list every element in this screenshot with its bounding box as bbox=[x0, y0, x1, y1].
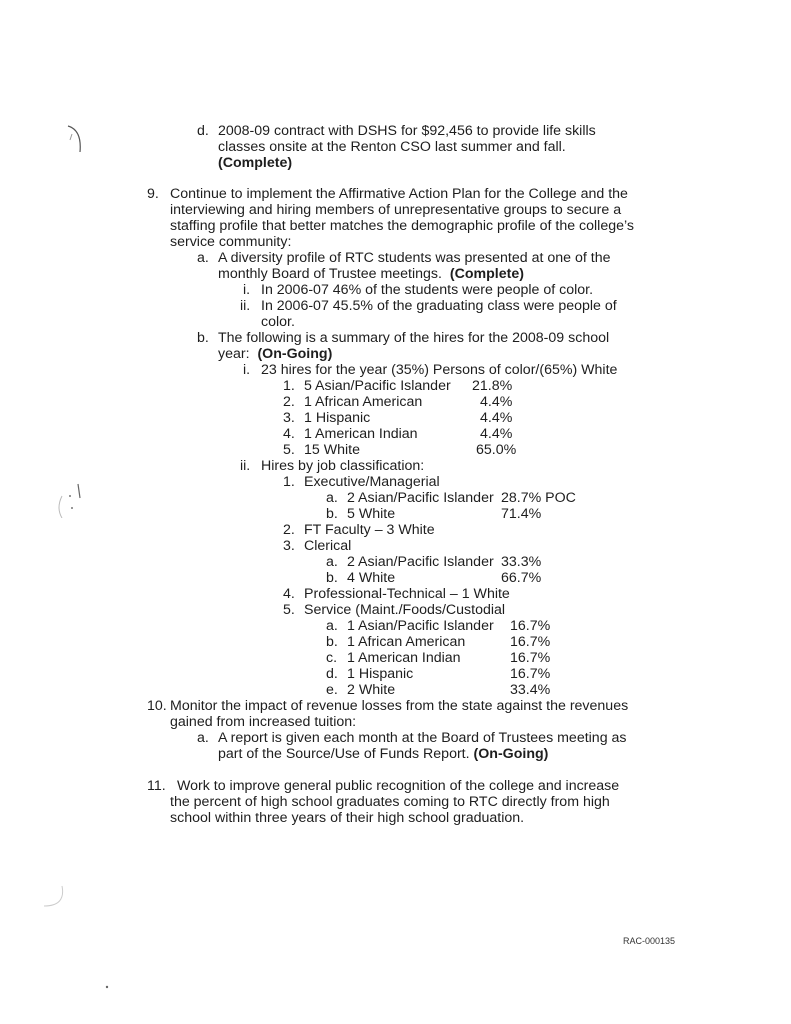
row-number: c. bbox=[326, 650, 338, 666]
list-marker: ii. bbox=[240, 298, 251, 314]
text-line: In 2006-07 46% of the students were people of color. bbox=[261, 282, 594, 298]
classification-label: Professional-Technical – 1 White bbox=[304, 586, 510, 602]
row-number: d. bbox=[326, 666, 338, 682]
row-number: a. bbox=[326, 554, 338, 570]
row-number: 5. bbox=[283, 442, 295, 458]
text-line bbox=[218, 266, 524, 282]
status-complete: (Complete) bbox=[449, 266, 524, 282]
row-label: 1 Hispanic bbox=[304, 410, 371, 426]
classification-label: FT Faculty – 3 White bbox=[304, 522, 435, 538]
row-percent: 16.7% bbox=[510, 634, 551, 650]
row-percent: 4.4% bbox=[480, 426, 513, 442]
list-marker: i. bbox=[243, 362, 251, 378]
text-line bbox=[218, 746, 548, 762]
row-percent: 33.3% bbox=[501, 554, 542, 570]
list-marker: ii. bbox=[240, 458, 251, 474]
row-number: e. bbox=[326, 682, 338, 698]
row-number: 2. bbox=[283, 522, 295, 538]
row-label: 2 White bbox=[347, 682, 396, 698]
row-label: 15 White bbox=[304, 442, 360, 458]
row-percent: 16.7% bbox=[510, 666, 551, 682]
classification-label: Executive/Managerial bbox=[304, 474, 440, 490]
scan-artifact-mark bbox=[60, 120, 90, 160]
row-label: 2 Asian/Pacific Islander bbox=[347, 554, 494, 570]
row-number: a. bbox=[326, 490, 338, 506]
text-line: 23 hires for the year (35%) Persons of color/(65%) White bbox=[261, 362, 618, 378]
text-line: service community: bbox=[170, 234, 292, 250]
row-label: 1 African American bbox=[347, 634, 466, 650]
row-label: 2 Asian/Pacific Islander bbox=[347, 490, 494, 506]
row-label: 4 White bbox=[347, 570, 396, 586]
text-line: Continue to implement the Affirmative Action Plan for the College and the bbox=[170, 186, 628, 202]
row-percent: 33.4% bbox=[510, 682, 551, 698]
row-label: 5 White bbox=[347, 506, 396, 522]
text-line: Work to improve general public recognition of the college and increase bbox=[177, 778, 620, 794]
text-line bbox=[218, 346, 332, 362]
row-number: 2. bbox=[283, 394, 295, 410]
status-ongoing: (On-Going) bbox=[473, 746, 549, 762]
row-number: 3. bbox=[283, 538, 295, 554]
row-number: 4. bbox=[283, 586, 295, 602]
text-line: A diversity profile of RTC students was presented at one of the bbox=[218, 250, 611, 266]
row-number: b. bbox=[326, 634, 338, 650]
text-line: Hires by job classification: bbox=[261, 458, 425, 474]
text-line: classes onsite at the Renton CSO last summer and fall. bbox=[218, 139, 566, 155]
row-label: 1 Asian/Pacific Islander bbox=[347, 618, 494, 634]
row-number: a. bbox=[326, 618, 338, 634]
scan-artifact-mark bbox=[36, 880, 76, 920]
list-marker: a. bbox=[197, 730, 209, 746]
list-marker: d. bbox=[197, 123, 209, 139]
text-line: school within three years of their high school graduation. bbox=[170, 810, 525, 826]
row-percent: 4.4% bbox=[480, 394, 513, 410]
row-percent: 71.4% bbox=[501, 506, 542, 522]
status-complete: (Complete) bbox=[218, 155, 293, 171]
text-fragment: year: bbox=[218, 346, 250, 362]
row-label: 1 American Indian bbox=[347, 650, 461, 666]
list-marker: a. bbox=[197, 250, 209, 266]
list-marker: i. bbox=[243, 282, 251, 298]
row-number: 3. bbox=[283, 410, 295, 426]
text-line: The following is a summary of the hires for the 2008-09 school bbox=[218, 330, 610, 346]
row-percent: 21.8% bbox=[472, 378, 513, 394]
row-number: b. bbox=[326, 506, 338, 522]
classification-label: Service (Maint./Foods/Custodial bbox=[304, 602, 506, 618]
scan-artifact-dot bbox=[104, 984, 110, 990]
row-percent: 66.7% bbox=[501, 570, 542, 586]
text-line: interviewing and hiring members of unrepresentative groups to secure a bbox=[170, 202, 622, 218]
scan-artifact-mark bbox=[50, 478, 90, 518]
text-line: staffing profile that better matches the demographic profile of the college’s bbox=[170, 218, 634, 234]
list-marker: 11. bbox=[147, 778, 166, 794]
row-label: 5 Asian/Pacific Islander bbox=[304, 378, 451, 394]
text-fragment: part of the Source/Use of Funds Report. bbox=[218, 746, 470, 762]
text-line: gained from increased tuition: bbox=[170, 714, 357, 730]
row-label: 1 African American bbox=[304, 394, 423, 410]
text-line: color. bbox=[261, 314, 295, 330]
row-percent: 4.4% bbox=[480, 410, 513, 426]
list-marker: 10. bbox=[147, 698, 167, 714]
bates-number: RAC-000135 bbox=[623, 936, 676, 946]
text-line: the percent of high school graduates coming to RTC directly from high bbox=[170, 794, 610, 810]
text-line: A report is given each month at the Board of Trustees meeting as bbox=[218, 730, 627, 746]
row-number: 5. bbox=[283, 602, 295, 618]
row-label: 1 American Indian bbox=[304, 426, 418, 442]
row-number: 4. bbox=[283, 426, 295, 442]
list-marker: 9. bbox=[147, 186, 159, 202]
row-number: 1. bbox=[283, 378, 295, 394]
text-line: In 2006-07 45.5% of the graduating class were people of bbox=[261, 298, 617, 314]
row-percent: 16.7% bbox=[510, 618, 551, 634]
row-number: 1. bbox=[283, 474, 295, 490]
row-percent: 28.7% POC bbox=[501, 490, 576, 506]
row-percent: 16.7% bbox=[510, 650, 551, 666]
classification-label: Clerical bbox=[304, 538, 352, 554]
row-percent: 65.0% bbox=[476, 442, 517, 458]
list-marker: b. bbox=[197, 330, 209, 346]
row-number: b. bbox=[326, 570, 338, 586]
row-label: 1 Hispanic bbox=[347, 666, 414, 682]
status-ongoing: (On-Going) bbox=[257, 346, 333, 362]
text-fragment: monthly Board of Trustee meetings. bbox=[218, 266, 442, 282]
text-line: Monitor the impact of revenue losses from the state against the revenues bbox=[170, 698, 629, 714]
text-line: 2008-09 contract with DSHS for $92,456 to provide life skills bbox=[218, 123, 596, 139]
